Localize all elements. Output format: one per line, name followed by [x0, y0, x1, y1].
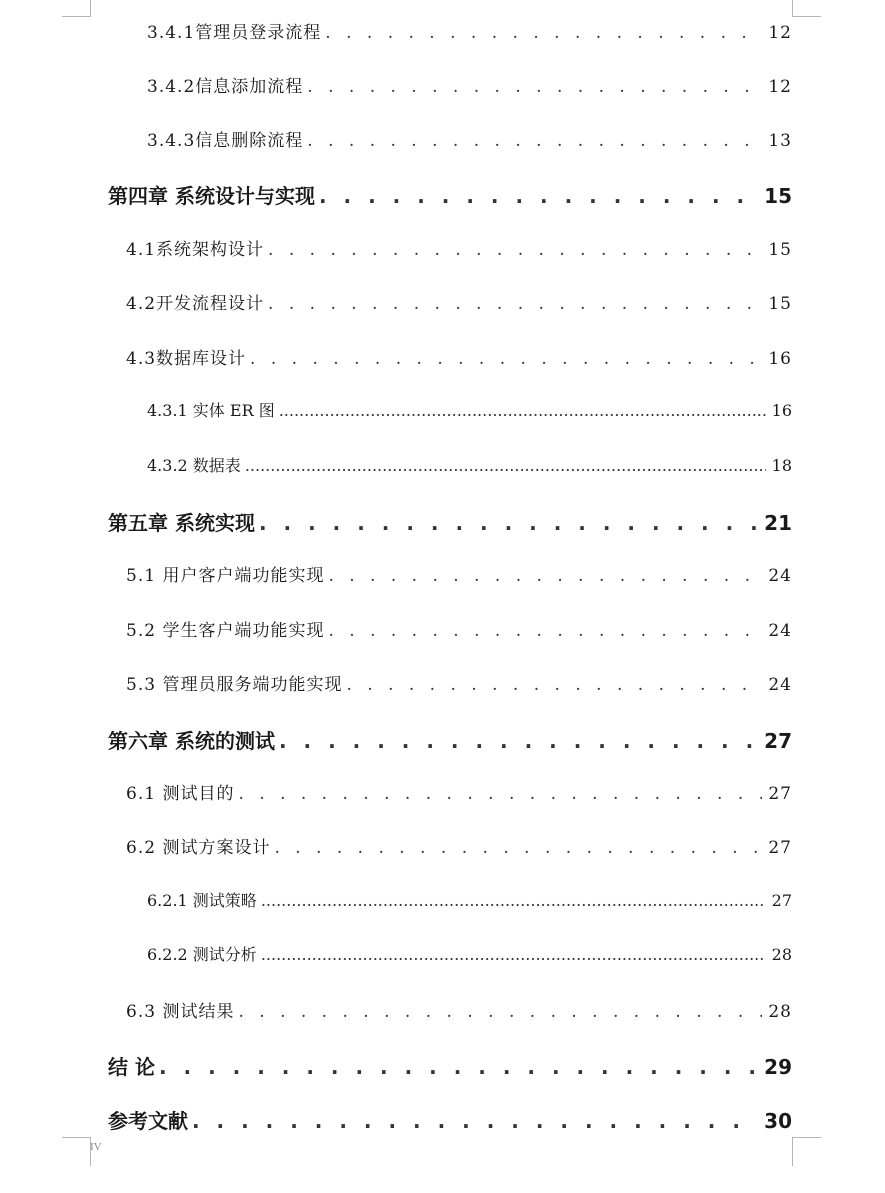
toc-entry-title: 第六章 系统的测试: [108, 729, 275, 753]
toc-leader: [261, 945, 766, 964]
toc-entry-title: 3.4.3信息删除流程: [147, 131, 304, 151]
toc-leader: [274, 838, 762, 858]
toc-entry-title: 6.2 测试方案设计: [126, 838, 271, 858]
toc-entry[interactable]: [126, 670, 792, 700]
toc-entry-page: 29: [764, 1055, 792, 1079]
toc-entry[interactable]: [126, 616, 792, 646]
toc-entry-page: 15: [768, 294, 792, 314]
toc-leader: [307, 77, 762, 97]
toc-entry-page: 16: [771, 401, 792, 420]
toc-entry-page: 27: [771, 891, 792, 910]
toc-entry[interactable]: [147, 72, 792, 102]
toc-entry[interactable]: [126, 561, 792, 591]
toc-entry-page: 24: [768, 566, 792, 586]
toc-entry[interactable]: [147, 942, 792, 972]
toc-entry-page: 21: [764, 511, 792, 535]
toc-leader: [238, 1002, 762, 1022]
toc-leader: [279, 401, 766, 420]
toc-leader: [325, 23, 762, 43]
toc-chapter-entry[interactable]: [108, 180, 792, 210]
toc-leader: [238, 784, 762, 804]
toc-entry[interactable]: [126, 235, 792, 265]
toc-leader: [245, 456, 766, 475]
margin-corner-bottom-right: [792, 1137, 821, 1166]
toc-entry-page: 15: [768, 240, 792, 260]
toc-leader: [268, 240, 762, 260]
toc-leader: [159, 1055, 758, 1079]
toc-leader: [259, 511, 758, 535]
toc-leader: [268, 294, 762, 314]
toc-entry-page: 24: [768, 621, 792, 641]
toc-entry-page: 27: [768, 838, 792, 858]
toc-entry-title: 4.3数据库设计: [126, 349, 247, 369]
toc-entry-title: 4.1系统架构设计: [126, 240, 265, 260]
toc-entry-title: 结 论: [108, 1055, 155, 1079]
toc-entry-page: 16: [768, 349, 792, 369]
toc-entry[interactable]: [147, 398, 792, 428]
toc-entry[interactable]: [147, 453, 792, 483]
toc-leader: [346, 675, 762, 695]
toc-entry-title: 参考文献: [108, 1109, 188, 1133]
toc-entry-title: 5.1 用户客户端功能实现: [126, 566, 325, 586]
toc-entry-title: 5.3 管理员服务端功能实现: [126, 675, 343, 695]
toc-entry-page: 30: [764, 1109, 792, 1133]
toc-chapter-entry[interactable]: [108, 1105, 792, 1135]
toc-entry[interactable]: [147, 888, 792, 918]
toc-leader: [279, 729, 758, 753]
toc-entry-page: 18: [771, 456, 792, 475]
toc-entry[interactable]: [126, 997, 792, 1027]
toc-entry-page: 12: [768, 77, 792, 97]
toc-entry-title: 4.3.1 实体 ER 图: [147, 401, 275, 420]
toc-entry-title: 5.2 学生客户端功能实现: [126, 621, 325, 641]
page-number-label: IV: [90, 1141, 102, 1153]
toc-entry-title: 4.3.2 数据表: [147, 456, 241, 475]
toc-entry-title: 3.4.1管理员登录流程: [147, 23, 322, 43]
toc-entry-page: 28: [771, 945, 792, 964]
toc-leader: [307, 131, 762, 151]
margin-corner-top-left: [62, 0, 91, 17]
toc-chapter-entry[interactable]: [108, 1051, 792, 1081]
toc-leader: [192, 1109, 758, 1133]
toc-entry-page: 27: [768, 784, 792, 804]
toc-entry-title: 第五章 系统实现: [108, 511, 255, 535]
toc-entry[interactable]: [147, 18, 792, 48]
margin-corner-bottom-left: [62, 1137, 91, 1166]
toc-entry[interactable]: [126, 833, 792, 863]
toc-leader: [319, 184, 758, 208]
toc-leader: [328, 621, 762, 641]
toc-entry[interactable]: [126, 344, 792, 374]
toc-entry-page: 27: [764, 729, 792, 753]
toc-leader: [261, 891, 766, 910]
toc-entry-page: 13: [768, 131, 792, 151]
toc-chapter-entry[interactable]: [108, 507, 792, 537]
toc-entry-title: 6.2.1 测试策略: [147, 891, 257, 910]
toc-entry-title: 4.2开发流程设计: [126, 294, 265, 314]
toc-chapter-entry[interactable]: [108, 725, 792, 755]
toc-entry[interactable]: [126, 779, 792, 809]
toc-entry-title: 3.4.2信息添加流程: [147, 77, 304, 97]
toc-entry-page: 28: [768, 1002, 792, 1022]
toc-entry-page: 15: [764, 184, 792, 208]
toc-entry-title: 6.3 测试结果: [126, 1002, 235, 1022]
toc-entry-page: 12: [768, 23, 792, 43]
margin-corner-top-right: [792, 0, 821, 17]
toc-entry-title: 6.1 测试目的: [126, 784, 235, 804]
toc-leader: [250, 349, 762, 369]
toc-leader: [328, 566, 762, 586]
toc-entry-title: 第四章 系统设计与实现: [108, 184, 315, 208]
toc-entry[interactable]: [147, 126, 792, 156]
toc-entry-title: 6.2.2 测试分析: [147, 945, 257, 964]
toc-entry[interactable]: [126, 289, 792, 319]
toc-entry-page: 24: [768, 675, 792, 695]
